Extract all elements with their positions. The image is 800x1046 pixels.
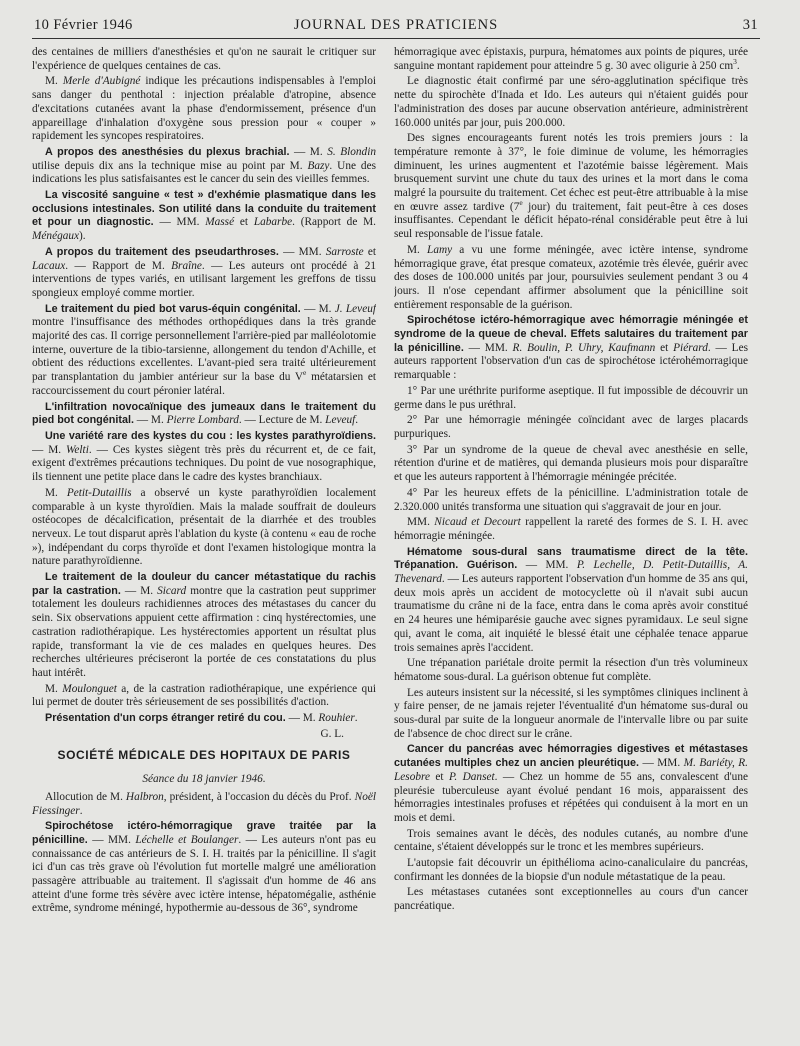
section-entry: Présentation d'un corps étranger retiré du cou. — M. Rouhier.	[45, 712, 358, 725]
section-title: Le traitement du pied bot varus-équin congénital.	[45, 302, 301, 315]
author-name: Lacaux	[32, 259, 66, 272]
section-title: Hématome sous-dural sans traumatisme direct de la tête. Trépanation. Guérison.	[394, 545, 748, 572]
author-signature: G. L.	[320, 727, 344, 740]
right-column	[394, 46, 748, 1046]
paragraph: Trois semaines avant le décès, des nodules cutanés, au nombre d'une centaine, s'étaient développés sur le tronc et les membres supérieurs.	[394, 827, 748, 854]
author-name: J. Leveuf	[334, 302, 376, 315]
section-entry: Spirochétose ictéro-hémorragique grave traitée par la pénicilline. — MM. Léchelle et Boulanger. — Les auteurs n'ont pas eu connaissance de cas antérieurs de S. I. H. traités par la pénicilline. Il s'agit ici d'un cas très grave où l'évolution fut mortelle malgré une amélioration passagère attribuable au traitement. Il s'agissait d'un homme de 46 ans atteint d'une forme très sévère avec ictère intense, hépatomégalie, asthénie extrême, syndrome méningé, hypothermie au-dessous de 36°, syndrome	[32, 820, 376, 915]
society-heading: SOCIÉTÉ MÉDICALE DES HOPITAUX DE PARIS	[57, 748, 351, 763]
section-title: Spirochétose ictéro-hémorragique grave traitée par la pénicilline.	[32, 820, 376, 846]
section-title: L'infiltration novocaïnique des jumeaux dans le traitement du pied bot congénital.	[32, 400, 376, 427]
author-name: Noël Fiessinger	[32, 790, 376, 817]
paragraph: L'autopsie fait découvrir un épithélioma acino-canaliculaire du pancréas, confirmant les données de la biopsie d'un nodule métastatique de la peau.	[394, 857, 748, 883]
paragraph: des centaines de milliers d'anesthésies et qu'on ne saurait le critiquer sur l'expérience de quelques centaines de cas.	[32, 46, 376, 72]
author-name: Bazy	[307, 159, 330, 172]
author-name: Halbron	[125, 790, 164, 803]
author-name: Braîne	[171, 259, 202, 272]
paragraph: MM. Nicaud et Decourt rappellent la rareté des formes de S. I. H. avec hémorragie méningée.	[394, 516, 748, 542]
paragraph: Une trépanation pariétale droite permit la résection d'un très volumineux hématome sous-dural. La guérison obtenue fut complète.	[394, 657, 748, 683]
author-name: Ménégaux	[32, 230, 80, 243]
author-name: Leveuf	[325, 414, 356, 427]
page-header	[32, 14, 760, 39]
section-entry: Spirochétose ictéro-hémorragique avec hémorragie méningée et syndrome de la queue de cheval. Effets salutaires du traitement par la pénicilline. — MM. R. Boulin, P. Uhry, Kaufmann et Piérard. — Les auteurs rapportent l'observation d'un cas de spirochétose ictérohémorragique remarquable :	[394, 314, 748, 382]
paragraph: hémorragique avec épistaxis, purpura, hématomes aux points de piqures, urée sanguine montant rapidement pour atteindre 5 g. 30 avec oligurie à 250 $cm^3$.	[394, 46, 748, 72]
paragraph: M. Moulonguet a, de la castration radiothérapique, une expérience qui lui permet de douter très sérieusement de ses possibilités d'action.	[32, 682, 376, 709]
author-name: Nicaud et Decourt	[434, 516, 521, 529]
author-name: Léchelle et Boulanger	[135, 833, 239, 846]
section-title: Présentation d'un corps étranger retiré du cou.	[45, 712, 286, 725]
journal-title: JOURNAL DES PRATICIENS	[293, 17, 499, 33]
section-title: A propos des anesthésies du plexus brachial.	[45, 145, 290, 158]
section-title: A propos du traitement des pseudarthroses.	[45, 245, 279, 258]
section-entry: Le traitement de la douleur du cancer métastatique du rachis par la castration. — M. Sicard montre que la castration peut supprimer totalement les douleurs rachidiennes atroces des métastases du cancer du sein. Six observations appuient cette affirmation : cinq hystérectomies, une castration radiothérapique. Les hystérectomies apportent un résultat plus rapide, transformant la vie de ces malades en quelques heures. Des recherches ultérieures préciseront la portée de ces constatations du plus haut intérêt.	[32, 571, 376, 679]
list-item: 2° Par une hémorragie méningée coïncidant avec de larges placards purpuriques.	[394, 414, 748, 440]
section-entry: A propos du traitement des pseudarthroses. — MM. Sarroste et Lacaux. — Rapport de M. Braîne. — Les auteurs ont procédé à 21 interventions de types variés, en utilisant largement les greffons de tissu spongieux employé comme mortier.	[32, 245, 376, 299]
author-name: S. Blondin	[327, 145, 376, 158]
paragraph: M. Merle d'Aubigné indique les précautions indispensables à l'emploi sans danger du penthotal : injection préalable d'atropine, absence d'excitations cutanées avant la phase d'endormissement, présence d'un appareillage d'inhalation d'oxygène sous pression pour « couper » rapidement les syncopes respiratoires.	[32, 75, 376, 143]
paragraph: Des signes encourageants furent notés les trois premiers jours : la température remonte à 37°, le foie diminue de volume, les hémorragies diminuent, les urines augmentent et l'azotémie baisse légèrement. Mais brusquement survint une chute du taux des urines et la mort dans le coma malgré la poursuite du traitement. Cet échec est peut-être attribuable à la mise en œuvre assez tardive (7e jour) du traitement, fait peut-être à ces doses insuffisantes. Cependant le déficit hépato-rénal considérable peut être à lui seul responsable de l'issue fatale.	[394, 132, 748, 241]
session-date: Séance du 18 janvier 1946.	[142, 773, 266, 786]
author-name: Massé	[205, 216, 235, 229]
author-name: Rouhier	[318, 712, 355, 725]
section-title: Spirochétose ictéro-hémorragique avec hémorragie méningée et syndrome de la queue de cheval. Effets salutaires du traitement par la pénicilline.	[394, 314, 748, 354]
author-name: P. Lechelle, D. Petit-Dutaillis, A. Thevenard	[394, 559, 748, 586]
section-title: Une variété rare des kystes du cou : les kystes parathyroïdiens.	[45, 429, 376, 442]
author-name: P. Danset	[448, 770, 495, 783]
left-column	[32, 46, 376, 1046]
author-name: Sarroste	[325, 245, 364, 258]
author-name: R. Boulin, P. Uhry, Kaufmann	[512, 341, 656, 354]
section-title: Le traitement de la douleur du cancer métastatique du rachis par la castration.	[32, 571, 376, 597]
section-title: La viscosité sanguine « test » d'exhémie plasmatique dans les occlusions intestinales. Son utilité dans la conduite du traitement et pour un diagnostic.	[32, 189, 376, 229]
paragraph: Les auteurs insistent sur la nécessité, si les symptômes cliniques inclinent à y faire penser, de ne jamais rejeter l'éventualité d'un hématome sus-dural ou sous-dural par suite de la longueur anormale de l'intervalle libre ou par suite de l'absence de choc direct sur le crâne.	[394, 686, 748, 740]
list-item: 4° Par les heureux effets de la pénicilline. L'administration totale de 2.320.000 unités transforma une situation qui s'aggravait de jour en jour.	[394, 486, 748, 513]
section-entry: A propos des anesthésies du plexus brachial. — M. S. Blondin utilise depuis dix ans la technique mise au point par M. Bazy. Une des indications les plus satisfaisantes est le cancer du sein des vieilles femmes.	[32, 145, 376, 186]
author-name: Piérard	[673, 341, 708, 354]
author-name: Sicard	[157, 584, 187, 597]
paragraph: Allocution de M. Halbron, président, à l'occasion du décès du Prof. Noël Fiessinger.	[32, 790, 376, 817]
section-entry: Le traitement du pied bot varus-équin congénital. — M. J. Leveuf montre l'insuffisance des méthodes orthopédiques dans la très grande majorité des cas. Il corrige personnellement l'arrière-pied par malléolotomie interne, ouverture de la tibio-tarsienne, allongement du tendon d'Achille, et obtient des réductions excellentes. L'avant-pied sera traité ultérieurement par transplantation du jambier antérieur sur la base du Ve métatarsien et raccourcissement du court péronier latéral.	[32, 302, 376, 397]
author-name: Petit-Dutaillis	[66, 486, 132, 499]
author-name: Pierre Lombard	[166, 414, 239, 427]
author-name: Lamy	[427, 243, 453, 256]
author-name: Labarbe	[253, 216, 293, 229]
paragraph: M. Lamy a vu une forme méningée, avec ictère intense, syndrome hémorragique grave, état presque comateux, azotémie très élevée, guérir avec des doses de 100.000 unités par jour, poursuivies seulement pendant 3 ou 4 jours. Il n'ose cependant affirmer absolument que la pénicilline soit entièrement responsable de la guérison.	[394, 243, 748, 311]
author-name: Merle d'Aubigné	[62, 75, 141, 88]
list-item: 3° Par un syndrome de la queue de cheval avec anesthésie en selle, rétention d'urine et de matières, qui demanda plusieurs mois pour disparaître et que les auteurs rapportent à l'hémorragie méningée précitée.	[394, 443, 748, 484]
section-entry: Hématome sous-dural sans traumatisme direct de la tête. Trépanation. Guérison. — MM. P. Lechelle, D. Petit-Dutaillis, A. Thevenard. — Les auteurs rapportent l'observation d'un homme de 35 ans qui, deux mois après un accident de motocyclette où il n'avait subi aucun traumatisme du crâne ni de la face, entra dans le coma après avoir constitué en 24 heures une hémiparésie gauche avec signes pyramidaux. Le seul signe qui, avant le coma, ait inquiété le blessé était une céphalée tenace apparue trois semaines après l'accident.	[394, 545, 748, 654]
author-name: M. Bariéty, R. Lesobre	[394, 757, 748, 783]
issue-date: 10 Février 1946	[34, 17, 133, 33]
section-entry: La viscosité sanguine « test » d'exhémie plasmatique dans les occlusions intestinales. Son utilité dans la conduite du traitement et pour un diagnostic. — MM. Massé et Labarbe. (Rapport de M. Ménégaux).	[32, 189, 376, 243]
author-name: Moulonguet	[62, 682, 117, 695]
paragraph: Le diagnostic était confirmé par une séro-agglutination spécifique très nette du spirochète d'Inada et Ido. Les auteurs qui n'étaient guidés pour l'administration des doses par aucune observation antérieure, administrèrent 160.000 unités par jour, puis 200.000.	[394, 75, 748, 129]
list-item: 1° Par une uréthrite puriforme aseptique. Il fut impossible de découvrir un germe dans le pus uréthral.	[394, 384, 748, 411]
section-entry: Cancer du pancréas avec hémorragies digestives et métastases cutanées multiples chez un ancien pleurétique. — MM. M. Bariéty, R. Lesobre et P. Danset. — Chez un homme de 55 ans, convalescent d'une pleurésie tuberculeuse ayant évolué pendant 16 mois, apparaissent des hémorragies intestinales profuses et répétées qui conduisent à la mort en un mois et demi.	[394, 743, 748, 824]
section-entry: L'infiltration novocaïnique des jumeaux dans le traitement du pied bot congénital. — M. Pierre Lombard. — Lecture de M. Leveuf.	[32, 400, 376, 427]
author-name: Welti	[66, 443, 89, 456]
section-title: Cancer du pancréas avec hémorragies digestives et métastases cutanées multiples chez un ancien pleurétique.	[394, 743, 748, 770]
page-number: 31	[742, 17, 758, 33]
section-entry: Une variété rare des kystes du cou : les kystes parathyroïdiens. — M. Welti. — Ces kystes siègent très près du récurrent et, de ce fait, exigent d'extrêmes précautions techniques. Du point de vue nosographique, ils tiennent une petite place dans le cadre des kystes branchiaux.	[32, 429, 376, 484]
paragraph: Les métastases cutanées sont exceptionnelles au cours d'un cancer pancréatique.	[394, 886, 748, 913]
paragraph: M. Petit-Dutaillis a observé un kyste parathyroïdien localement comparable à un kyste thyroïdien. Mais la malade souffrait de douleurs ostéocopes de décalcification, présentait de la diarrhée et des troubles nerveux. Le tout disparut après l'ablation du kyste (à contenu « eau de roche »), indépendant du corps thyroïde et dont l'examen histologique montra la nature parathyroïdienne.	[32, 486, 376, 568]
